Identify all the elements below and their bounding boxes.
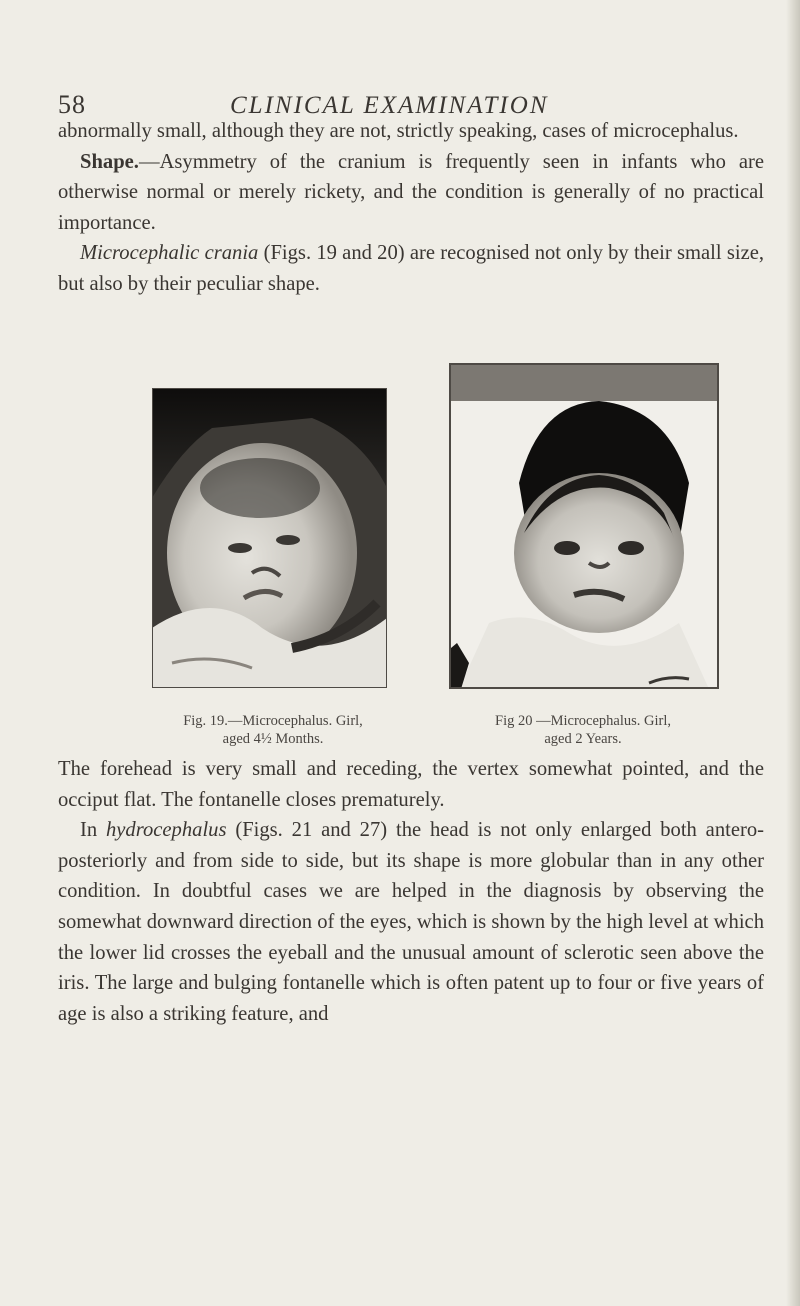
caption-line: aged 4½ Months. [222, 731, 324, 747]
text-block-top [58, 116, 764, 300]
paragraph-lead-italic: Microcephalic crania [80, 242, 259, 265]
paragraph-lead: Shape. [80, 150, 139, 173]
text-block-bottom [58, 754, 764, 1029]
caption-line: Fig 20 —Microcephalus. Girl, [495, 713, 671, 729]
paragraph-lead-italic: hydrocephalus [106, 819, 227, 842]
figure-19-caption [138, 712, 408, 748]
caption-line: aged 2 Years. [544, 731, 622, 747]
page-edge-shadow [786, 0, 800, 1306]
paragraph-continuation: abnormally small, although they are not, strictly speaking, cases of microcephalus. [58, 120, 739, 142]
caption-line: Fig. 19.—Microcephalus. Girl, [183, 713, 363, 729]
paragraph-microcephalic: Microcephalic crania (Figs. 19 and 20) are recognised not only by their small size, but also by their peculiar shape. [58, 242, 765, 295]
paragraph-shape: Shape.—Asymmetry of the cranium is frequently seen in infants who are otherwise normal or merely rickety, and the condition is generally of no practical importance. [58, 150, 764, 234]
paragraph-hydrocephalus: In hydrocephalus (Figs. 21 and 27) the head is not only enlarged both antero-posteriorly and from side to side, but its shape is more globular than in any other condition. In doubtful cases we are helped in the diagnosis by observing the somewhat downward direction of the eyes, which is shown by the high level at which the lower lid crosses the eyeball and the unusual amount of sclerotic seen above the iris. The large and bulging fontanelle which is often patent up to four or five years of age is also a striking feature, and [58, 819, 764, 1025]
figure-20-photo [449, 363, 719, 689]
running-head: CLINICAL EXAMINATION [230, 92, 549, 119]
figure-19-photo [152, 388, 387, 688]
page-number: 58 [58, 90, 86, 119]
photo-microcephalic-child [449, 363, 719, 689]
paragraph-forehead: The forehead is very small and receding, the vertex somewhat pointed, and the occiput flat. The fontanelle closes prematurely. [58, 758, 764, 811]
photo-microcephalic-infant [152, 388, 387, 688]
figure-20-caption [438, 712, 728, 748]
